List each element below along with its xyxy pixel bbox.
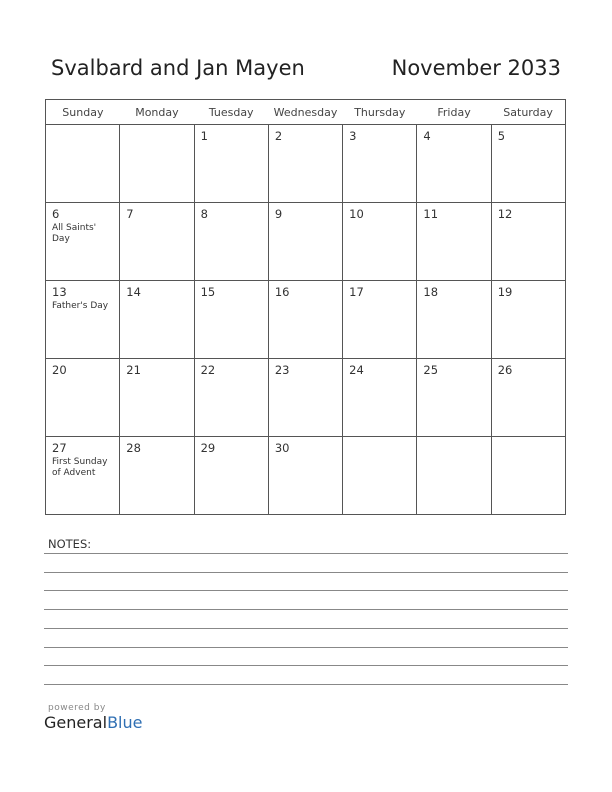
day-number: 27 [52, 441, 67, 455]
calendar-day-cell [343, 437, 417, 515]
day-number: 14 [126, 285, 141, 299]
day-number: 4 [423, 129, 431, 143]
calendar-day-cell [46, 359, 120, 437]
calendar-day-cell [194, 437, 268, 515]
calendar-day-cell [343, 359, 417, 437]
calendar-day-cell [46, 437, 120, 515]
day-number: 2 [274, 129, 283, 143]
holiday-label: First Sunday of Advent [52, 457, 108, 478]
day-number: 18 [423, 285, 439, 299]
calendar-week-row [46, 125, 566, 203]
calendar-day-cell [194, 125, 268, 203]
day-number: 22 [200, 363, 216, 377]
calendar-day-cell [268, 437, 342, 515]
powered-by-text: powered by [48, 703, 106, 713]
day-number: 3 [349, 129, 357, 143]
brand-blue: Blue [107, 713, 143, 732]
day-number: 11 [423, 207, 439, 221]
calendar-day-cell [417, 281, 491, 359]
day-number: 7 [126, 207, 134, 221]
calendar-day-cell [120, 281, 194, 359]
day-number [423, 442, 490, 455]
day-number: 15 [200, 285, 216, 299]
notes-label: NOTES: [48, 537, 92, 551]
calendar-day-cell [268, 125, 342, 203]
holiday-label: Father's Day [52, 301, 109, 311]
weekday-header: Wednesday [268, 100, 342, 125]
brand-general: General [44, 713, 108, 732]
note-line [44, 684, 568, 685]
day-number: 10 [349, 207, 364, 221]
day-number: 26 [497, 363, 513, 377]
calendar-week-row [46, 359, 566, 437]
day-number: 21 [126, 363, 141, 377]
day-number: 28 [126, 441, 141, 455]
note-line [44, 628, 568, 629]
calendar-day-cell [46, 203, 120, 281]
holiday-label: All Saints' Day [52, 223, 97, 244]
calendar-day-cell [194, 281, 268, 359]
day-number: 8 [200, 207, 208, 221]
calendar-grid [45, 99, 566, 515]
note-line [44, 665, 568, 666]
day-number [498, 442, 565, 455]
note-line [44, 609, 568, 610]
calendar-day-cell [46, 125, 120, 203]
calendar-week-row [46, 203, 566, 281]
day-number: 19 [497, 285, 513, 299]
brand-logo [44, 703, 142, 732]
weekday-header: Friday [417, 100, 491, 125]
brand-name [44, 714, 142, 732]
calendar-day-cell [343, 203, 417, 281]
weekday-header-row [46, 100, 566, 125]
calendar-day-cell [120, 359, 194, 437]
weekday-header: Tuesday [194, 100, 268, 125]
note-line [44, 572, 568, 573]
note-line [44, 553, 568, 554]
calendar-day-cell [491, 359, 565, 437]
calendar-country-title: Svalbard and Jan Mayen [51, 56, 305, 80]
calendar-day-cell [491, 437, 565, 515]
calendar-day-cell [268, 359, 342, 437]
calendar-day-cell [268, 203, 342, 281]
calendar-day-cell [194, 359, 268, 437]
day-number: 24 [349, 363, 364, 377]
day-number: 1 [200, 129, 208, 143]
calendar-day-cell [491, 281, 565, 359]
calendar-day-cell [343, 125, 417, 203]
calendar-month-title: November 2033 [391, 56, 561, 80]
calendar-day-cell [120, 203, 194, 281]
calendar-day-cell [417, 437, 491, 515]
calendar-day-cell [417, 359, 491, 437]
calendar-day-cell [417, 125, 491, 203]
note-line [44, 647, 568, 648]
calendar-day-cell [491, 203, 565, 281]
calendar-day-cell [46, 281, 120, 359]
calendar-day-cell [120, 125, 194, 203]
day-number: 5 [497, 129, 506, 143]
calendar-week-row [46, 281, 566, 359]
calendar-day-cell [194, 203, 268, 281]
calendar-day-cell [120, 437, 194, 515]
day-number: 29 [200, 441, 216, 455]
day-number: 6 [52, 207, 60, 221]
day-number: 16 [274, 285, 290, 299]
weekday-header: Thursday [343, 100, 417, 125]
calendar-week-row [46, 437, 566, 515]
day-number: 12 [497, 207, 513, 221]
day-number: 30 [274, 441, 290, 455]
weekday-header: Monday [120, 100, 194, 125]
day-number: 13 [52, 285, 67, 299]
day-number: 9 [274, 207, 283, 221]
weekday-header: Sunday [46, 100, 120, 125]
day-number [126, 130, 193, 143]
weekday-header: Saturday [491, 100, 565, 125]
calendar-day-cell [491, 125, 565, 203]
note-line [44, 590, 568, 591]
calendar-day-cell [268, 281, 342, 359]
day-number: 17 [349, 285, 364, 299]
day-number: 20 [52, 363, 67, 377]
calendar-day-cell [417, 203, 491, 281]
day-number [349, 442, 416, 455]
calendar-day-cell [343, 281, 417, 359]
day-number: 25 [423, 363, 439, 377]
day-number: 23 [274, 363, 290, 377]
day-number [52, 130, 119, 143]
